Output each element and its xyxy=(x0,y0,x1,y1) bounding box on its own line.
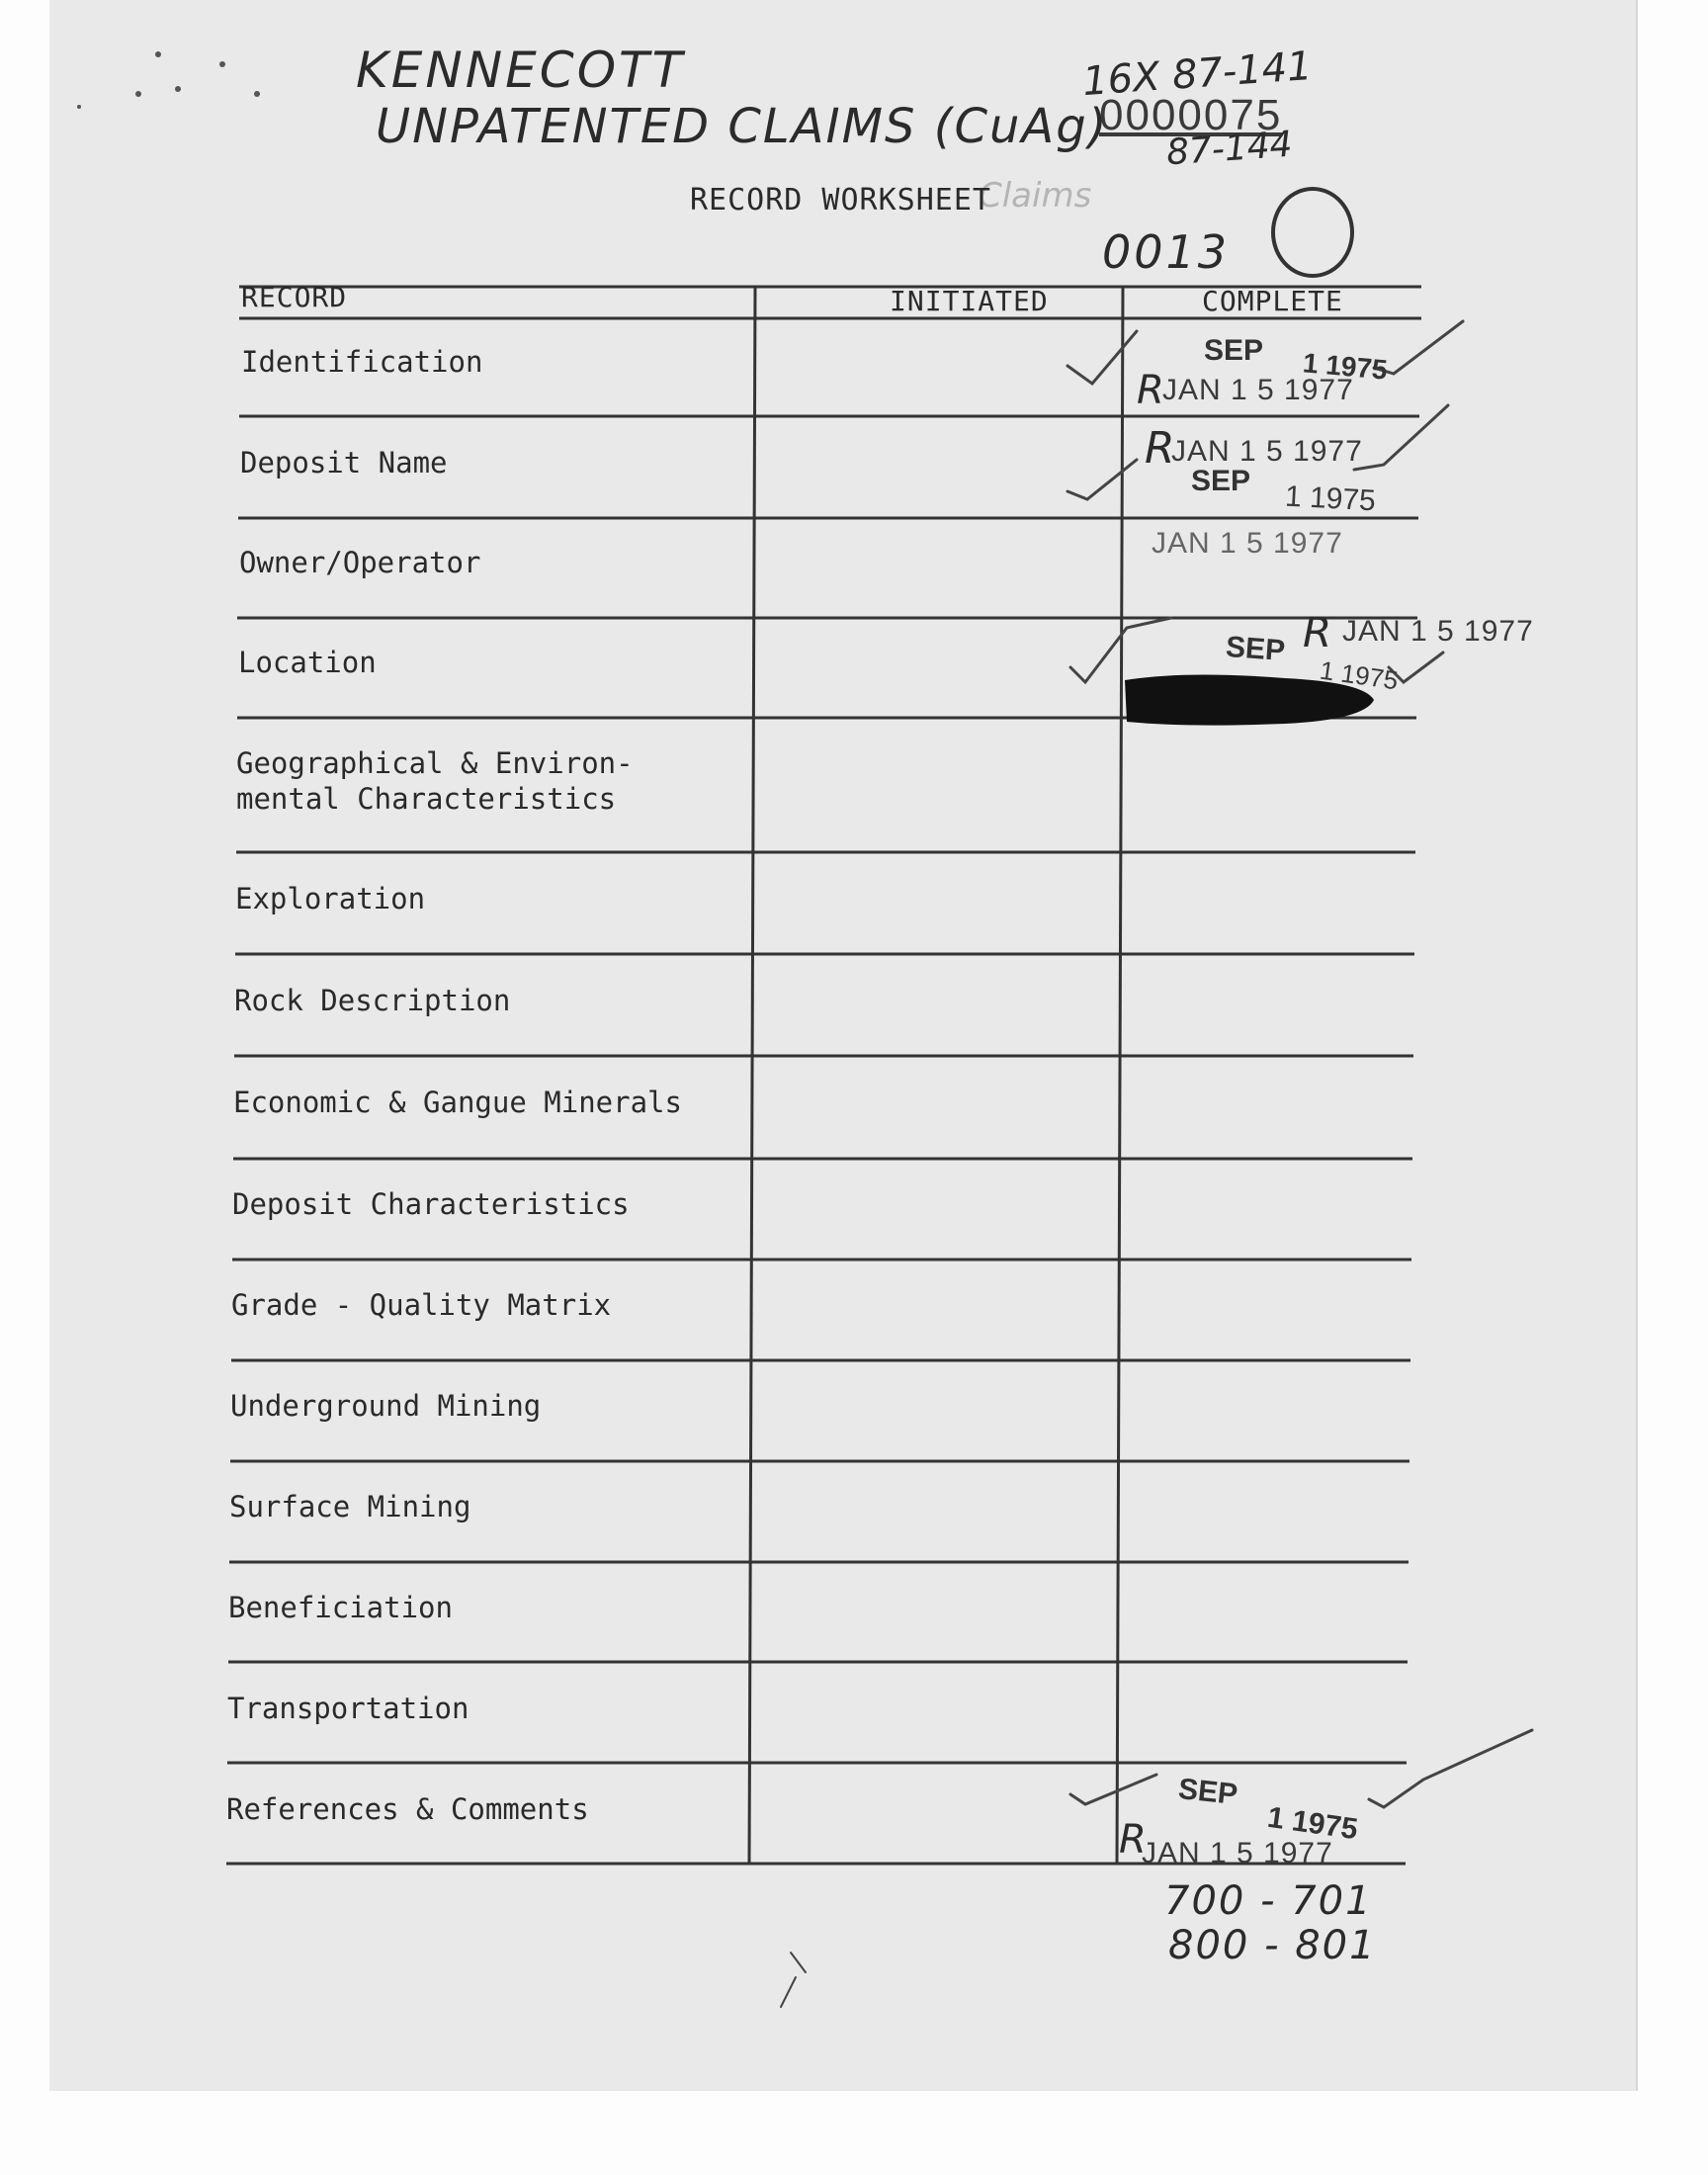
stamp-jan: JAN 1 5 1977 xyxy=(1342,615,1534,648)
row-label-exploration: Exploration xyxy=(235,882,426,915)
handwritten-record-number: 0013 xyxy=(1102,225,1231,279)
stamp-jan: JAN 1 5 1977 xyxy=(1142,1837,1333,1870)
stamp-r-mark: R xyxy=(1303,608,1332,656)
stamp-jan: JAN 1 5 1977 xyxy=(1162,374,1354,406)
row-label-transportation: Transportation xyxy=(227,1692,470,1725)
handwritten-ref-line1: 700 - 701 xyxy=(1164,1878,1373,1924)
handwritten-claims: UNPATENTED CLAIMS (CuAg) xyxy=(376,99,1109,154)
scribble-marks xyxy=(77,51,260,109)
stamp-sep-date: 1 1975 xyxy=(1284,479,1377,518)
column-header-record: RECORD xyxy=(241,281,348,313)
row-label-location: Location xyxy=(238,646,377,679)
stamp-sep: SEP xyxy=(1204,334,1264,367)
stamped-number: 0000075 xyxy=(1099,91,1283,139)
check-mark-identification xyxy=(1068,331,1137,384)
row-label-underground-mining: Underground Mining xyxy=(230,1389,542,1423)
row-label-owner-operator: Owner/Operator xyxy=(239,546,481,579)
stamp-sep: SEP xyxy=(1176,1772,1239,1812)
stamp-r-mark: R xyxy=(1119,1817,1147,1863)
row-label-rock-description: Rock Description xyxy=(234,984,511,1017)
stamp-sep-date: 1 1975 xyxy=(1301,347,1389,386)
pen-stroke xyxy=(781,1953,806,2007)
stamp-sep-date: 1 1975 xyxy=(1265,1800,1360,1847)
stamp-jan: JAN 1 5 1977 xyxy=(1171,435,1363,468)
faint-claims-note: Claims xyxy=(979,176,1092,216)
page-title: RECORD WORKSHEET xyxy=(690,183,991,218)
row-label-deposit-characteristics: Deposit Characteristics xyxy=(232,1187,630,1221)
stamp-sep: SEP xyxy=(1191,465,1251,497)
stamp-sep: SEP xyxy=(1224,630,1287,668)
circled-zero-mark xyxy=(1273,189,1352,276)
row-label-references: References & Comments xyxy=(226,1792,589,1826)
handwritten-code-bottom: 87-144 xyxy=(1164,124,1294,174)
handwritten-ref-line2: 800 - 801 xyxy=(1168,1923,1377,1968)
row-label-surface-mining: Surface Mining xyxy=(229,1490,471,1523)
stamp-r-mark: R xyxy=(1137,368,1164,413)
handwritten-code: 16X 87-141 xyxy=(1080,43,1315,106)
row-label-grade-quality: Grade - Quality Matrix xyxy=(231,1288,612,1322)
handwritten-company: KENNECOTT xyxy=(356,42,686,99)
stamp-r-mark: R xyxy=(1145,423,1175,474)
stamp-sep-date: 1 1975 xyxy=(1318,654,1401,696)
check-mark-deposit-name xyxy=(1068,460,1137,499)
column-header-initiated: INITIATED xyxy=(890,285,1049,317)
check-mark-references xyxy=(1070,1775,1156,1804)
row-label-deposit-name: Deposit Name xyxy=(240,446,448,479)
row-label-beneficiation: Beneficiation xyxy=(228,1591,453,1624)
stamp-jan: JAN 1 5 1977 xyxy=(1152,527,1343,560)
row-label-minerals: Economic & Gangue Minerals xyxy=(233,1086,682,1119)
column-header-complete: COMPLETE xyxy=(1202,285,1343,317)
row-label-geographical: Geographical & Environ- mental Characteristics xyxy=(236,746,634,816)
row-label-identification: Identification xyxy=(241,345,483,379)
